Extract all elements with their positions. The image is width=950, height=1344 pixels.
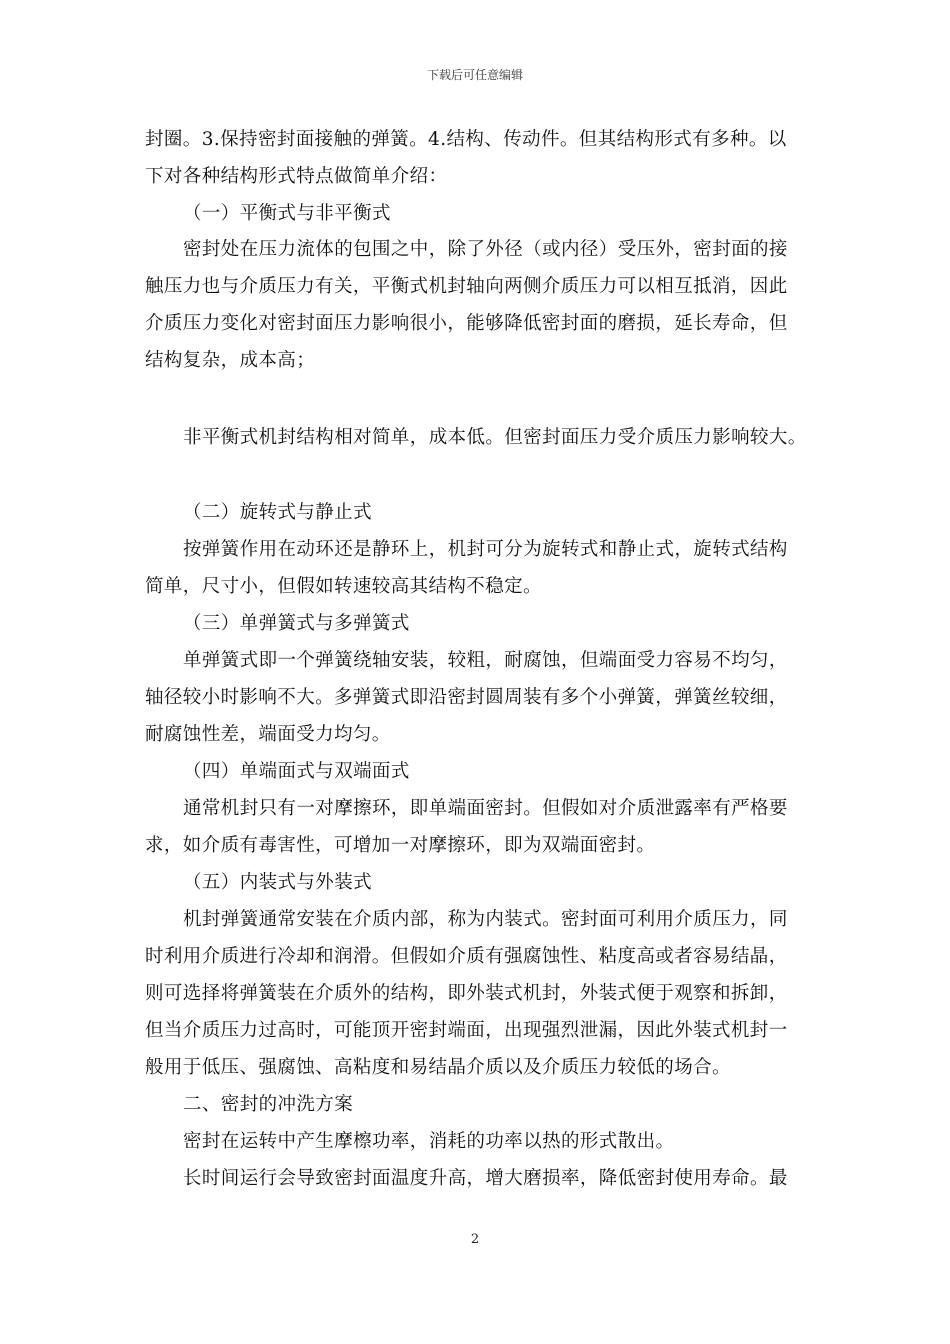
section-heading-balanced: （一）平衡式与非平衡式 [183, 203, 391, 224]
section-heading-spring: （三）单弹簧式与多弹簧式 [183, 613, 410, 634]
page-number: 2 [470, 1232, 480, 1247]
section-heading-face: （四）单端面式与双端面式 [183, 761, 410, 782]
section-heading-rotary: （二）旋转式与静止式 [183, 502, 373, 523]
section-heading-mounting: （五）内装式与外装式 [183, 872, 373, 893]
paragraph-line: 通常机封只有一对摩擦环，即单端面密封。但假如对介质泄露率有严格要 [183, 798, 788, 819]
paragraph-line: 长时间运行会导致密封面温度升高，增大磨损率，降低密封使用寿命。最 [183, 1168, 788, 1189]
page-header: 下载后可任意编辑 [426, 68, 523, 82]
paragraph-line: 耐腐蚀性差，端面受力均匀。 [145, 724, 391, 745]
paragraph-line: 时利用介质进行冷却和润滑。但假如介质有强腐蚀性、粘度高或者容易结晶， [145, 946, 788, 967]
paragraph-line: 则可选择将弹簧装在介质外的结构，即外装式机封，外装式便于观察和拆卸， [145, 983, 788, 1004]
paragraph-line: 密封处在压力流体的包围之中，除了外径（或内径）受压外，密封面的接 [183, 239, 788, 260]
paragraph-line: 封圈。3.保持密封面接触的弹簧。4.结构、传动件。但其结构形式有多种。以 [145, 129, 787, 150]
paragraph-line: 下对各种结构形式特点做简单介绍： [145, 166, 448, 187]
paragraph-line: 机封弹簧通常安装在介质内部，称为内装式。密封面可利用介质压力，同 [183, 909, 788, 930]
paragraph-line: 轴径较小时影响不大。多弹簧式即沿密封圆周装有多个小弹簧，弹簧丝较细， [145, 687, 788, 708]
section-heading-flushing: 二、密封的冲洗方案 [183, 1094, 354, 1115]
paragraph-line: 但当介质压力过高时，可能顶开密封端面，出现强烈泄漏，因此外装式机封一 [145, 1020, 788, 1041]
paragraph-line: 求，如介质有毒害性，可增加一对摩擦环，即为双端面密封。 [145, 835, 656, 856]
paragraph-line: 密封在运转中产生摩檫功率，消耗的功率以热的形式散出。 [183, 1131, 675, 1152]
paragraph-line: 触压力也与介质压力有关，平衡式机封轴向两侧介质压力可以相互抵消，因此 [145, 276, 788, 297]
paragraph-line: 简单，尺寸小，但假如转速较高其结构不稳定。 [145, 576, 542, 597]
paragraph-line: 非平衡式机封结构相对简单，成本低。但密封面压力受介质压力影响较大。 [183, 427, 807, 448]
paragraph-line: 介质压力变化对密封面压力影响很小，能够降低密封面的磨损，延长寿命，但 [145, 313, 788, 334]
paragraph-line: 般用于低压、强腐蚀、高粘度和易结晶介质以及介质压力较低的场合。 [145, 1057, 731, 1078]
paragraph-line: 按弹簧作用在动环还是静环上，机封可分为旋转式和静止式，旋转式结构 [183, 539, 788, 560]
paragraph-line: 单弹簧式即一个弹簧绕轴安装，较粗，耐腐蚀，但端面受力容易不均匀， [183, 650, 788, 671]
paragraph-line: 结构复杂，成本高； [145, 350, 316, 371]
